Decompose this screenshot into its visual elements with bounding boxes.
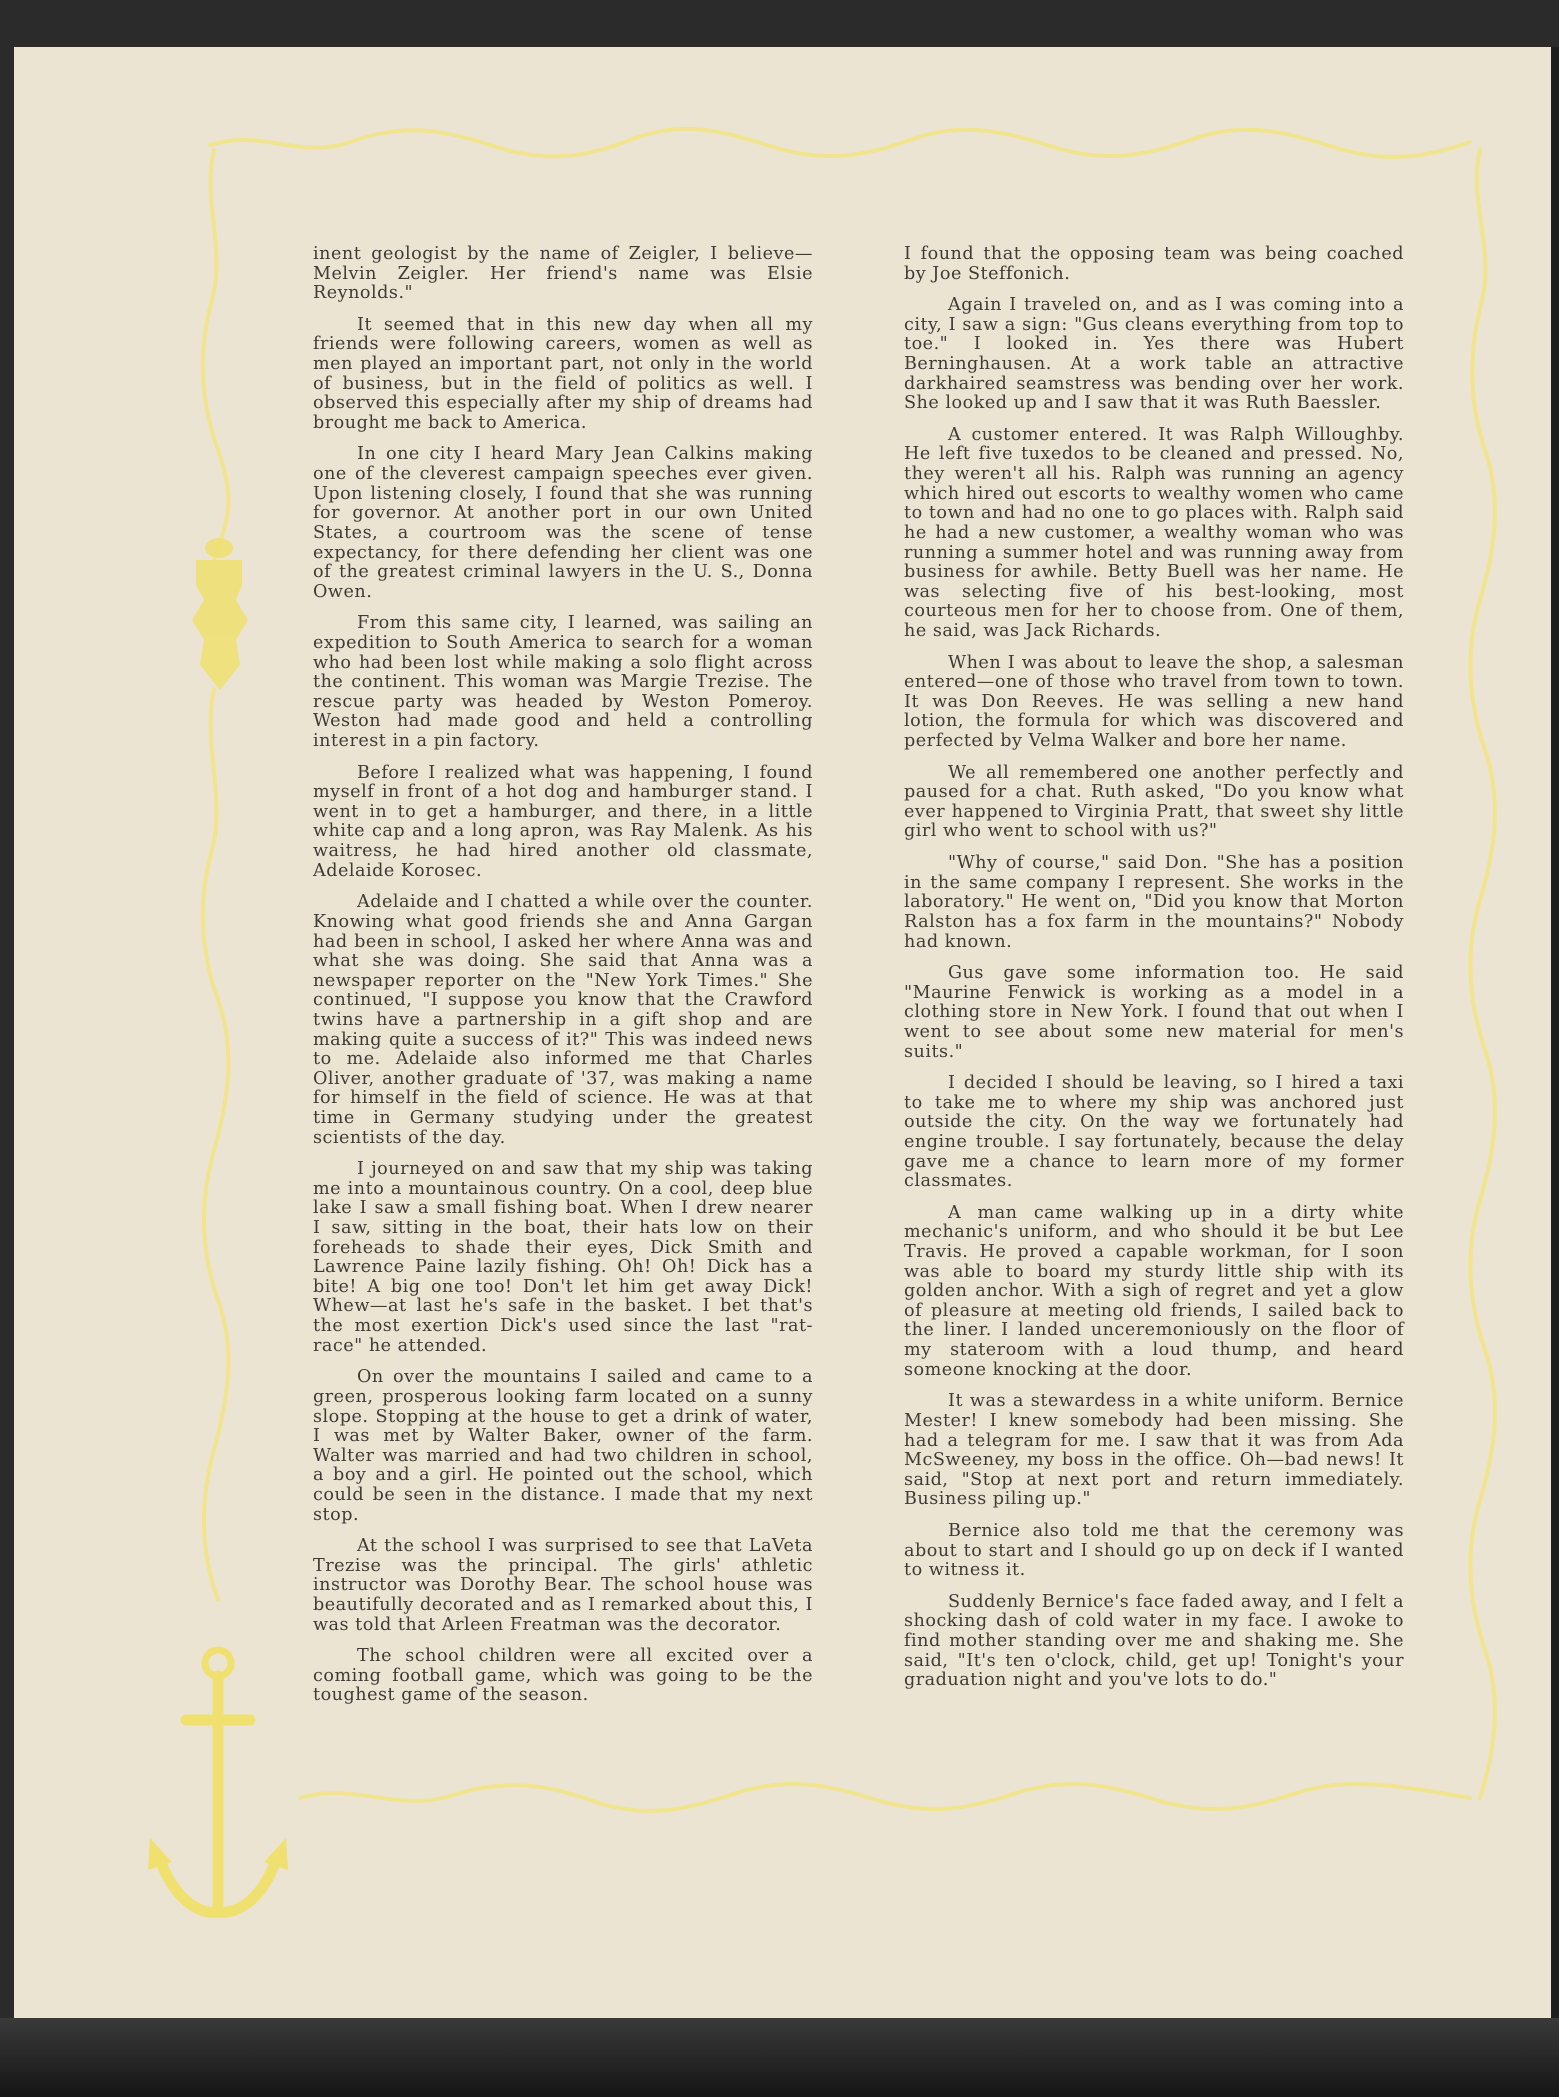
paragraph: On over the mountains I sailed and came to a green, prosperous looking farm located on a sunny slope. Stopping at the house to get a drink of water, I was met by Walter Baker, owner of the farm. Walter was married and had two children in school, a boy and a girl. He pointed out the school, which could be seen in the distance. I made that my next stop. [313,1367,813,1525]
article-left-column [313,245,813,1718]
article-right-column [904,245,1404,1703]
paragraph: We all remembered one another perfectly and paused for a chat. Ruth asked, "Do you know what ever happened to Virginia Pratt, that sweet shy little girl who went to school with us?" [904,762,1404,842]
paragraph: In one city I heard Mary Jean Calkins making one of the cleverest campaign speeches ever given. Upon listening closely, I found that she was running for governor. At another port in our own United States, a courtroom was the scene of tense expectancy, for there defending her client was one of the greatest criminal lawyers in the U. S., Donna Owen. [313,444,813,602]
paragraph: It was a stewardess in a white uniform. Bernice Mester! I knew somebody had been missing. She had a telegram for me. I saw that it was from Ada McSweeney, my boss in the office. Oh—bad news! It said, "Stop at next port and return immediately. Business piling up." [904,1391,1404,1510]
paragraph: I journeyed on and saw that my ship was taking me into a mountainous country. On a cool, deep blue lake I saw a small fishing boat. When I drew nearer I saw, sitting in the boat, their hats low on their foreheads to shade their eyes, Dick Smith and Lawrence Paine lazily fishing. Oh! Oh! Dick has a bite! A big one too! Don't let him get away Dick! Whew—at last he's safe in the basket. I bet that's the most exertion Dick's used since the last "rat-race" he attended. [313,1159,813,1356]
paragraph: A customer entered. It was Ralph Willoughby. He left five tuxedos to be cleaned and pressed. No, they weren't all his. Ralph was running an agency which hired out escorts to wealthy women who came to town and had no one to go places with. Ralph said he had a new customer, a wealthy woman who was running a summer hotel and was running away from business for awhile. Betty Buell was her name. He was selecting five of his best-looking, most courteous men for her to choose from. One of them, he said, was Jack Richards. [904,424,1404,641]
paragraph: Bernice also told me that the ceremony was about to start and I should go up on deck if I wanted to witness it. [904,1520,1404,1581]
paragraph: "Why of course," said Don. "She has a position in the same company I represent. She works in the laboratory." He went on, "Did you know that Morton Ralston has a fox farm in the mountains?" Nobody had known. [904,853,1404,952]
paragraph: I decided I should be leaving, so I hired a taxi to take me to where my ship was anchored just outside the city. On the way we fortunately had engine trouble. I say fortunately, because the delay gave me a chance to learn more of my former classmates. [904,1073,1404,1192]
paragraph: A man came walking up in a dirty white mechanic's uniform, and who should it be but Lee Travis. He proved a capable workman, for I soon was able to board my sturdy little ship with its golden anchor. With a sigh of regret and yet a glow of pleasure at meeting old friends, I sailed back to the liner. I landed unceremoniously on the floor of my stateroom with a loud thump, and heard someone knocking at the door. [904,1202,1404,1380]
paragraph: Before I realized what was happening, I found myself in front of a hot dog and hamburger stand. I went in to get a hamburger, and there, in a little white cap and a long apron, was Ray Malenk. As his waitress, he had hired another old classmate, Adelaide Korosec. [313,762,813,881]
paragraph: Gus gave some information too. He said "Maurine Fenwick is working as a model in a clothing store in New York. I found that out when I went to see about some new material for men's suits." [904,963,1404,1062]
paragraph: Suddenly Bernice's face faded away, and I felt a shocking dash of cold water in my face. I awoke to find mother standing over me and shaking me. She said, "It's ten o'clock, child, get up! Tonight's your graduation night and you've lots to do." [904,1591,1404,1691]
paragraph: From this same city, I learned, was sailing an expedition to South America to search for a woman who had been lost while making a solo flight across the continent. This woman was Margie Trezise. The rescue party was headed by Weston Pomeroy. Weston had made good and held a controlling interest in a pin factory. [313,613,813,752]
paragraph: Adelaide and I chatted a while over the counter. Knowing what good friends she and Anna Gargan had been in school, I asked her where Anna was and what she was doing. She said that Anna was a newspaper reporter on the "New York Times." She continued, "I suppose you know that the Crawford twins have a partnership in a gift shop and are making quite a success of it?" This was indeed news to me. Adelaide also informed me that Charles Oliver, another graduate of '37, was making a name for himself in the field of science. He was at that time in Germany studying under the greatest scientists of the day. [313,892,813,1148]
paragraph: It seemed that in this new day when all my friends were following careers, women as well as men played an important part, not only in the world of business, but in the field of politics as well. I observed this especially after my ship of dreams had brought me back to America. [313,314,813,433]
paragraph: The school children were all excited over a coming football game, which was going to be the toughest game of the season. [313,1646,813,1706]
paragraph: When I was about to leave the shop, a salesman entered—one of those who travel from town to town. It was Don Reeves. He was selling a new hand lotion, the formula for which was discovered and perfected by Velma Walker and bore her name. [904,652,1404,752]
paragraph: At the school I was surprised to see that LaVeta Trezise was the principal. The girls' athletic instructor was Dorothy Bear. The school house was beautifully decorated and as I remarked about this, I was told that Arleen Freatman was the decorator. [313,1536,813,1635]
paragraph: Again I traveled on, and as I was coming into a city, I saw a sign: "Gus cleans everything from top to toe." I looked in. Yes there was Hubert Berninghausen. At a work table an attractive darkhaired seamstress was bending over her work. She looked up and I saw that it was Ruth Baessler. [904,295,1404,414]
paragraph: inent geologist by the name of Zeigler, I believe—Melvin Zeigler. Her friend's name was Elsie Reynolds." [313,244,813,304]
paragraph: I found that the opposing team was being coached by Joe Steffonich. [904,244,1404,284]
